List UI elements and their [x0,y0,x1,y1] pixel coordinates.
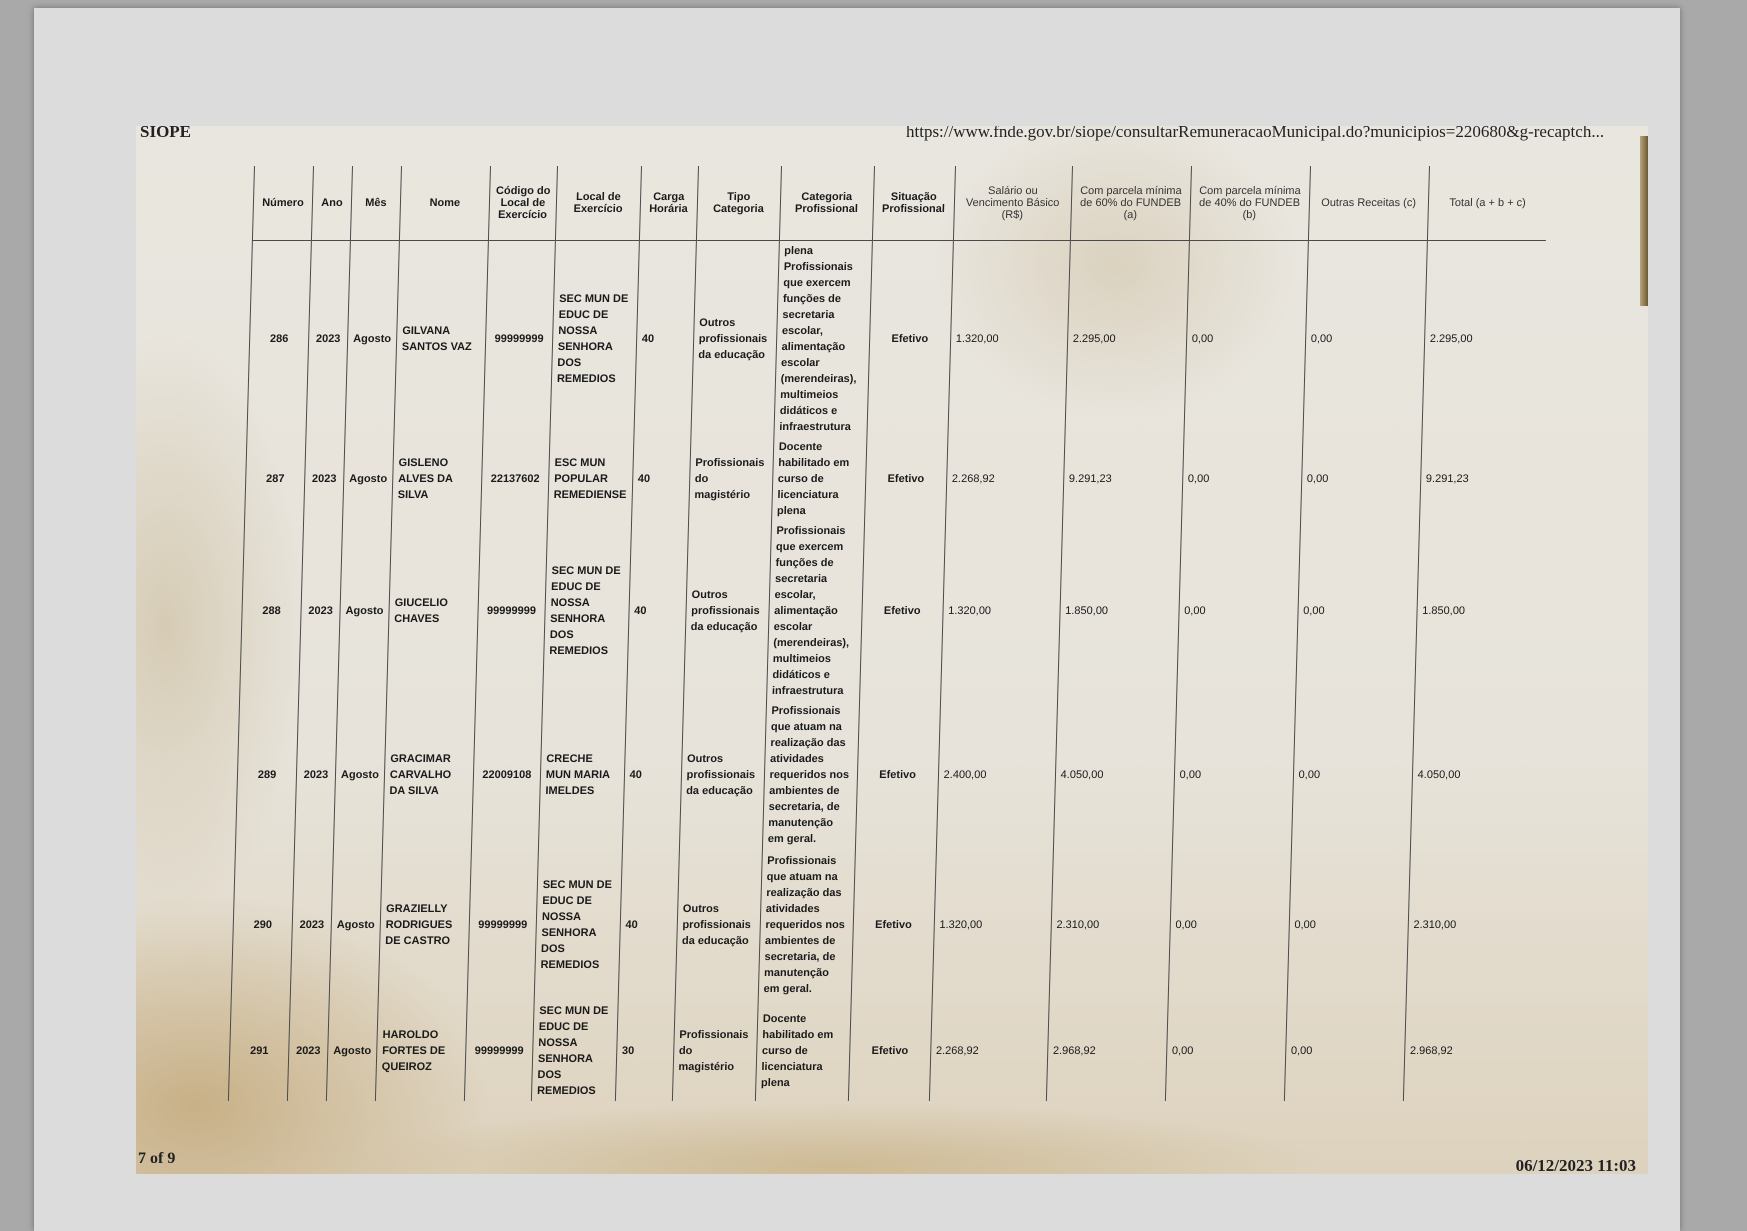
cell-carga: 40 [622,701,683,849]
pdf-page [34,8,1680,1231]
cell-local: CRECHE MUN MARIA IMELDES [538,701,626,849]
col-total: Total (a + b + c) [1427,166,1548,241]
cell-codigo: 99999999 [464,1001,534,1101]
col-tipo: Tipo Categoria [696,166,781,241]
cell-numero: 288 [240,521,304,701]
cell-tipo: Profissionais do magistério [688,437,773,521]
cell-ano: 2023 [304,437,345,521]
cell-ano: 2023 [290,849,333,1001]
cell-situacao: Efetivo [867,241,953,438]
cell-categoria: Profissionais que atuam na realização das atividades requeridos nos ambientes de secretaria, de manutenção em geral. [762,701,859,849]
cell-fundeb-b: 0,00 [1176,521,1300,701]
cell-numero: 290 [231,849,294,1001]
cell-salario: 1.320,00 [948,241,1070,438]
cell-codigo: 22137602 [480,437,549,521]
cell-nome: HAROLDO FORTES DE QUEIROZ [375,1001,467,1101]
table-row [235,701,1532,849]
cell-situacao: Efetivo [859,521,945,701]
cell-fundeb-b: 0,00 [1181,437,1302,521]
cell-categoria [774,241,872,438]
cell-total: 2.968,92 [1403,1001,1524,1101]
cell-categoria: Profissionais que exercem funções de secretaria escolar, alimentação escolar (merendeiras), multimeios didáticos e infraestrutura [766,521,864,701]
col-situacao: Situação Profissional [872,166,955,241]
col-salario: Salário ou Vencimento Básico (R$) [953,166,1072,241]
cell-ano: 2023 [294,701,337,849]
cell-carga: 30 [615,1001,675,1101]
header-left-label: SIOPE [140,126,192,141]
cell-fundeb-a: 2.968,92 [1046,1001,1168,1101]
cell-categoria: Docente habilitado em curso de licenciatura plena [755,1001,851,1101]
cell-ano: 2023 [306,241,350,438]
cell-tipo: Profissionais do magistério [672,1001,758,1101]
cell-total: 2.310,00 [1406,849,1529,1001]
table-header-row [252,166,1547,241]
table-row [247,241,1546,438]
col-codigo: Código do Local de Exercício [488,166,557,241]
cell-mes: Agosto [345,241,399,438]
cell-local: SEC MUN DE EDUC DE NOSSA SENHORA DOS REMEDIOS [550,241,639,438]
cell-outras: 0,00 [1300,437,1421,521]
cell-fundeb-a: 4.050,00 [1053,701,1176,849]
col-nome: Nome [399,166,490,241]
cell-fundeb-a: 9.291,23 [1062,437,1183,521]
cell-fundeb-a: 2.310,00 [1049,849,1172,1001]
cell-tipo: Outros profissionais da educação [683,521,771,701]
col-carga: Carga Horária [639,166,698,241]
cell-total: 4.050,00 [1410,701,1533,849]
cell-salario: 2.400,00 [936,701,1057,849]
col-fundeb-a: Com parcela mínima de 60% do FUNDEB (a) [1070,166,1191,241]
cell-tipo: Outros profissionais da educação [675,849,762,1001]
photo-edge-shadow [1640,136,1648,306]
cell-mes: Agosto [343,437,394,521]
cell-fundeb-b: 0,00 [1172,701,1295,849]
col-numero: Número [252,166,313,241]
cell-fundeb-b: 0,00 [1165,1001,1287,1101]
cell-local: ESC MUN POPULAR REMEDIENSE [547,437,633,521]
cell-categoria: Profissionais que atuam na realização das atividades requeridos nos ambientes de secretaria, de manutenção em geral. [758,849,855,1001]
col-fundeb-b: Com parcela mínima de 40% do FUNDEB (b) [1189,166,1310,241]
cell-situacao: Efetivo [864,437,947,521]
cell-situacao: Efetivo [848,1001,932,1101]
cell-numero: 289 [235,701,298,849]
cell-nome: GIUCELIO CHAVES [386,521,480,701]
cell-nome: GILVANA SANTOS VAZ [394,241,488,438]
cell-codigo: 22009108 [471,701,542,849]
cell-situacao: Efetivo [855,701,940,849]
cell-ano: 2023 [287,1001,329,1101]
cell-outras: 0,00 [1287,849,1410,1001]
col-local: Local de Exercício [555,166,641,241]
remuneration-table [228,166,1548,1101]
cell-carga: 40 [626,521,688,701]
cell-total: 1.850,00 [1414,521,1538,701]
col-outras: Outras Receitas (c) [1308,166,1429,241]
cell-mes: Agosto [326,1001,378,1101]
cell-outras: 0,00 [1284,1001,1406,1101]
cell-salario: 2.268,92 [929,1001,1049,1101]
cell-categoria: Docente habilitado em curso de licenciatura plena [771,437,866,521]
cell-salario: 1.320,00 [940,521,1062,701]
cell-codigo: 99999999 [483,241,555,438]
cell-carga: 40 [634,241,696,438]
cell-local: SEC MUN DE EDUC DE NOSSA SENHORA DOS REMEDIOS [534,849,622,1001]
cell-mes: Agosto [329,849,382,1001]
cell-total: 2.295,00 [1422,241,1546,438]
cell-outras: 0,00 [1291,701,1414,849]
cell-salario: 2.268,92 [945,437,1064,521]
cell-numero: 286 [247,241,311,438]
table-row [240,521,1538,701]
cell-codigo: 99999999 [475,521,547,701]
cell-tipo: Outros profissionais da educação [679,701,766,849]
cell-carga: 40 [618,849,679,1001]
cell-salario: 1.320,00 [932,849,1053,1001]
cell-tipo: Outros profissionais da educação [691,241,779,438]
cell-outras: 0,00 [1295,521,1419,701]
col-mes: Mês [350,166,401,241]
table-row [231,849,1528,1001]
cell-mes: Agosto [338,521,392,701]
cell-total: 9.291,23 [1419,437,1540,521]
cell-numero: 291 [228,1001,290,1101]
scanned-photo [136,126,1648,1174]
cell-outras: 0,00 [1303,241,1427,438]
cell-nome: GRACIMAR CARVALHO DA SILVA [382,701,475,849]
cell-ano: 2023 [299,521,343,701]
table-row [228,1001,1524,1101]
categoria-text: Profissionais que exercem funções de secretaria escolar, alimentação escolar (merendeiras), multimeios didáticos e infraestrutura [779,261,857,433]
cell-situacao: Efetivo [851,849,936,1001]
cell-nome: GISLENO ALVES DA SILVA [391,437,482,521]
table-row [245,437,1540,521]
cell-numero: 287 [245,437,306,521]
print-timestamp: 06/12/2023 11:03 [1515,1156,1636,1174]
cell-fundeb-a: 1.850,00 [1057,521,1181,701]
col-categoria: Categoria Profissional [779,166,874,241]
cell-local: SEC MUN DE EDUC DE NOSSA SENHORA DOS REMEDIOS [542,521,631,701]
cell-fundeb-b: 0,00 [1184,241,1308,438]
cell-mes: Agosto [333,701,386,849]
header-url: https://www.fnde.gov.br/siope/consultarRemuneracaoMunicipal.do?municipios=220680&g-recaptch... [906,126,1605,141]
cell-fundeb-a: 2.295,00 [1065,241,1189,438]
cell-local: SEC MUN DE EDUC DE NOSSA SENHORA DOS REMEDIOS [531,1001,618,1101]
col-ano: Ano [311,166,352,241]
cell-nome: GRAZIELLY RODRIGUES DE CASTRO [378,849,471,1001]
carryover-text: plena [784,245,814,257]
page-counter: 7 of 9 [138,1150,176,1167]
cell-codigo: 99999999 [467,849,538,1001]
cell-fundeb-b: 0,00 [1168,849,1291,1001]
cell-carga: 40 [631,437,690,521]
